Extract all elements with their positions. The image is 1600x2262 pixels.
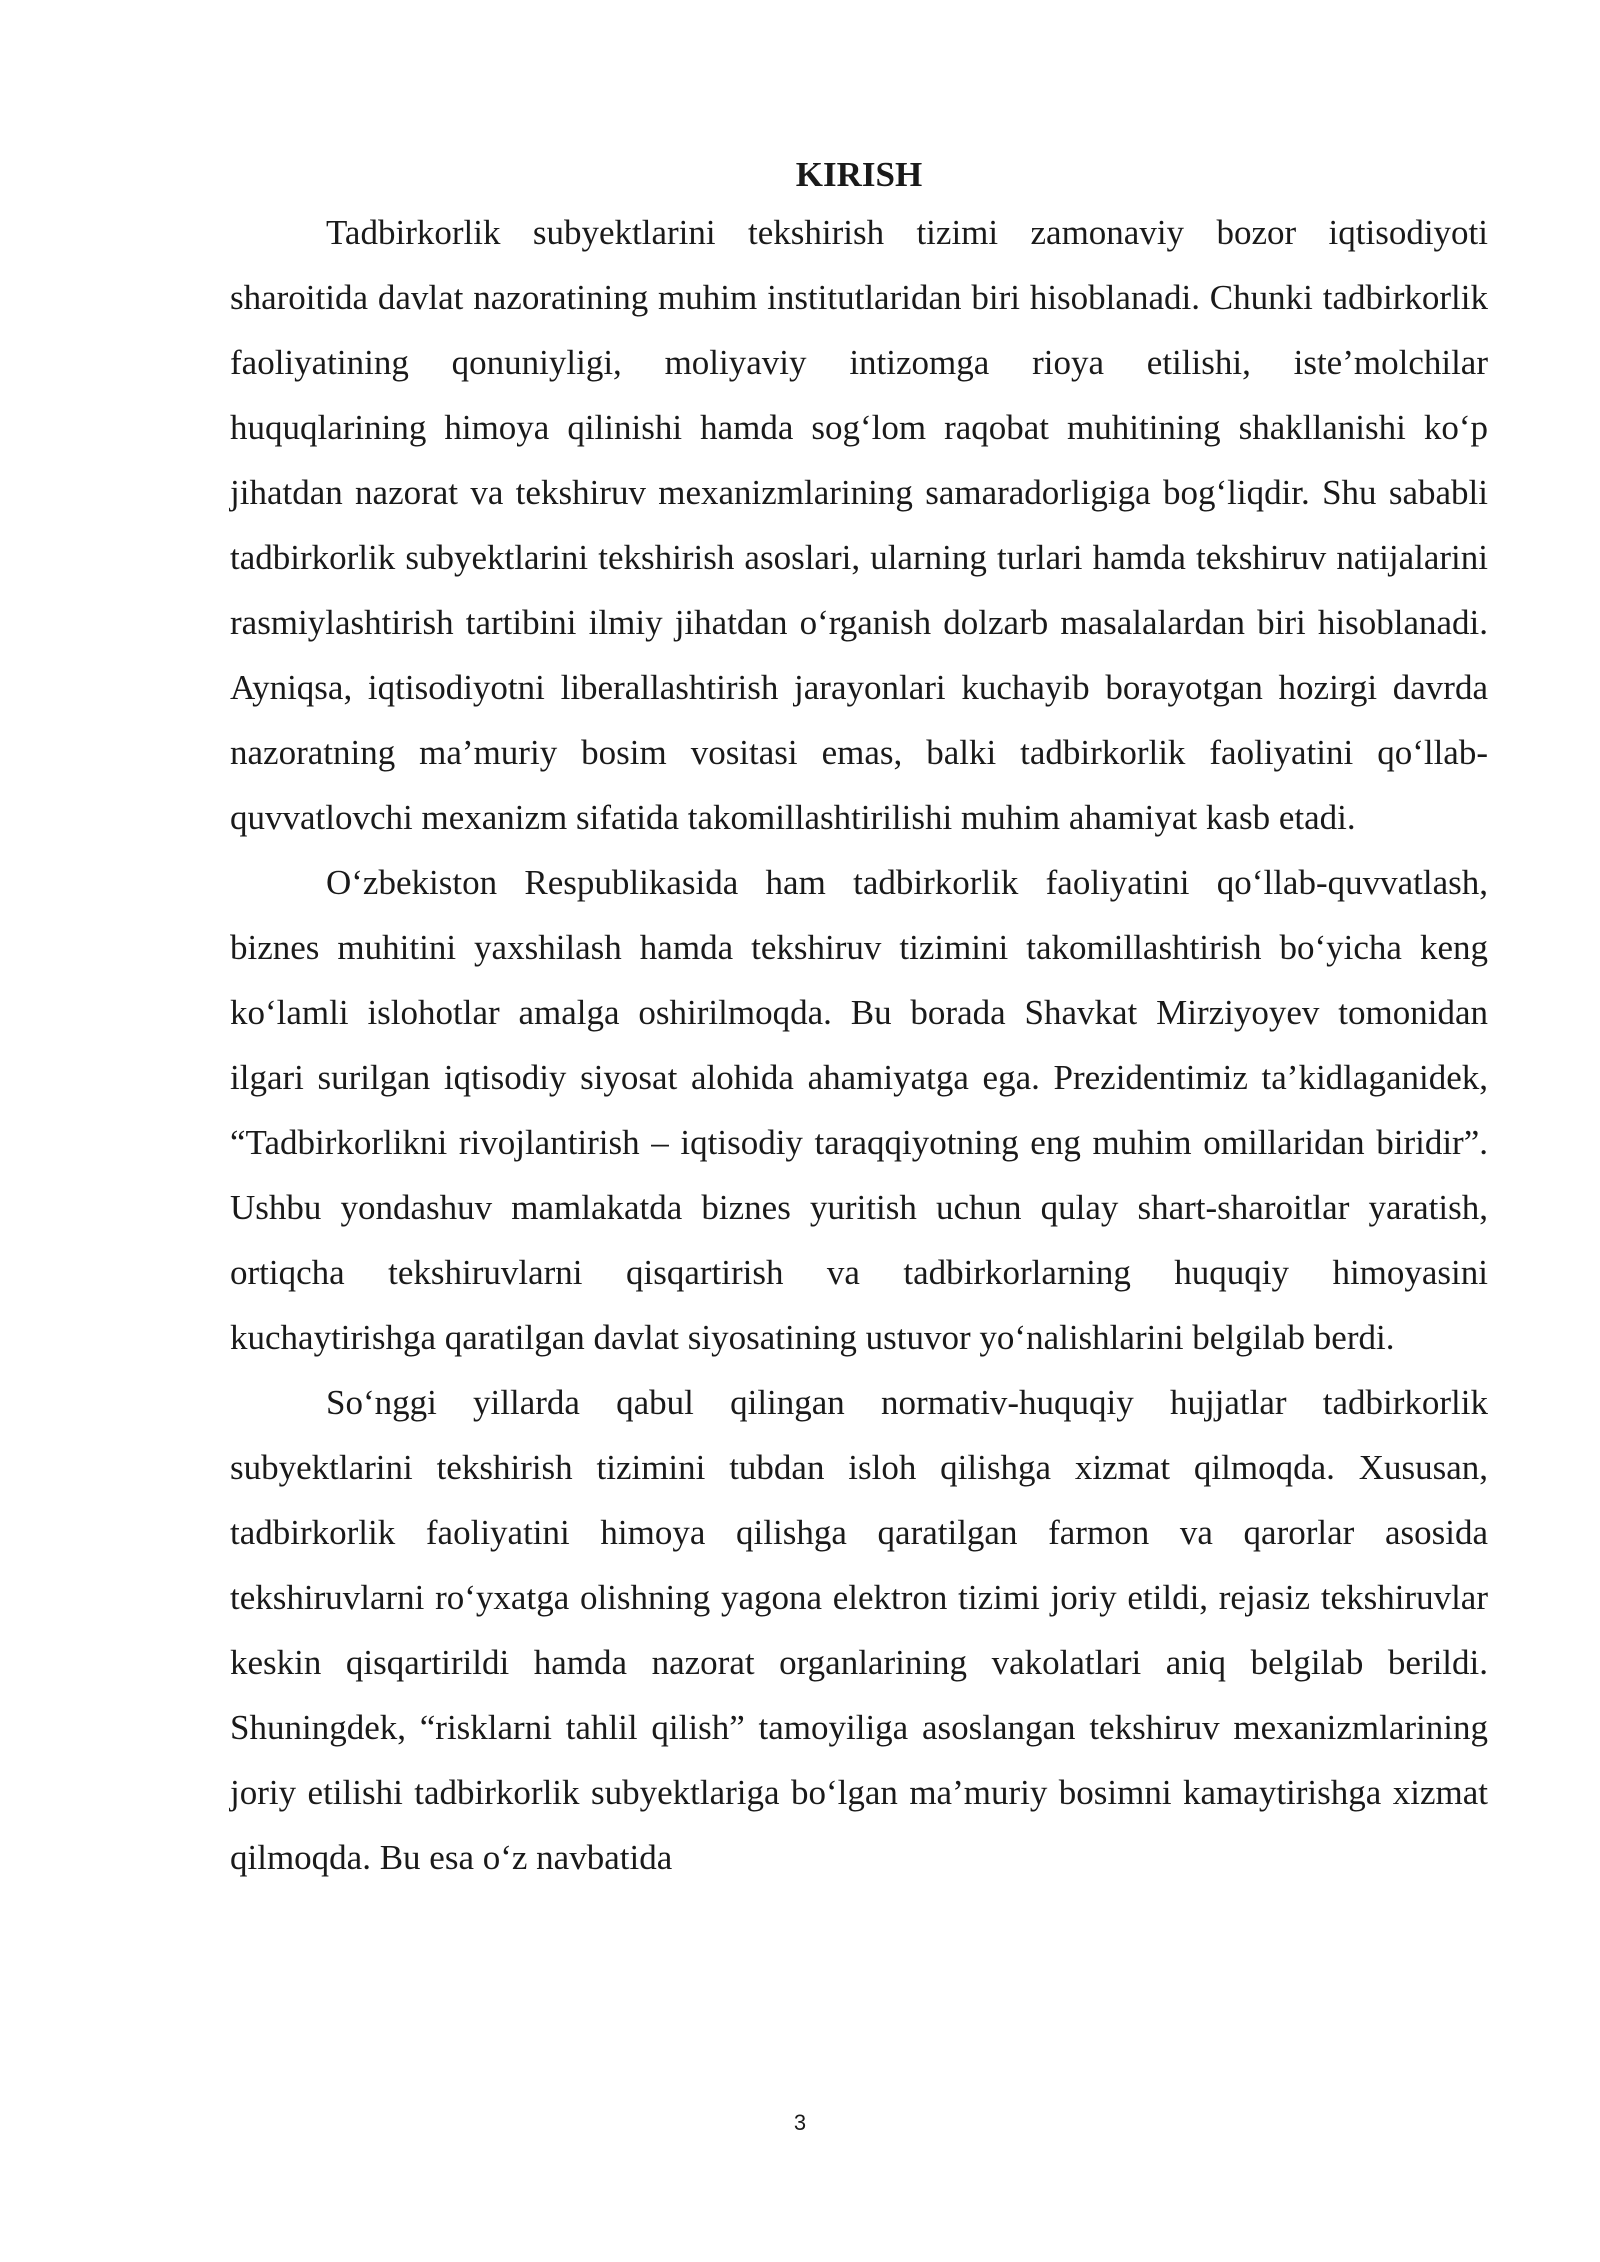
- page-content: [230, 150, 1488, 1890]
- section-heading: KIRISH: [795, 155, 923, 194]
- page-number: 3: [793, 2110, 807, 2135]
- paragraph-1: Tadbirkorlik subyektlarini tekshirish tizimi zamonaviy bozor iqtisodiyoti sharoitida davlat nazoratining muhim institutlaridan biri hisoblanadi. Chunki tadbirkorlik faoliyatining qonuniyligi, moliyaviy intizomga rioya etilishi, iste’molchilar huquqlarining himoya qilinishi hamda sog‘lom raqobat muhitining shakllanishi ko‘p jihatdan nazorat va tekshiruv mexanizmlarining samaradorligiga bog‘liqdir. Shu sababli tadbirkorlik subyektlarini tekshirish asoslari, ularning turlari hamda tekshiruv natijalarini rasmiylashtirish tartibini ilmiy jihatdan o‘rganish dolzarb masalalardan biri hisoblanadi. Ayniqsa, iqtisodiyotni liberallashtirish jarayonlari kuchayib borayotgan hozirgi davrda nazoratning ma’muriy bosim vositasi emas, balki tadbirkorlik faoliyatini qo‘llab-quvvatlovchi mexanizm sifatida takomillashtirilishi muhim ahamiyat kasb etadi.: [230, 213, 1488, 837]
- paragraph-3: So‘nggi yillarda qabul qilingan normativ-huquqiy hujjatlar tadbirkorlik subyektlarini tekshirish tizimini tubdan isloh qilishga xizmat qilmoqda. Xususan, tadbirkorlik faoliyatini himoya qilishga qaratilgan farmon va qarorlar asosida tekshiruvlarni ro‘yxatga olishning yagona elektron tizimi joriy etildi, rejasiz tekshiruvlar keskin qisqartirildi hamda nazorat organlarining vakolatlari aniq belgilab berildi. Shuningdek, “risklarni tahlil qilish” tamoyiliga asoslangan tekshiruv mexanizmlarining joriy etilishi tadbirkorlik subyektlariga bo‘lgan ma’muriy bosimni kamaytirishga xizmat qilmoqda. Bu esa o‘z navbatida: [230, 1383, 1488, 1877]
- paragraph-2: O‘zbekiston Respublikasida ham tadbirkorlik faoliyatini qo‘llab-quvvatlash, biznes muhitini yaxshilash hamda tekshiruv tizimini takomillashtirish bo‘yicha keng ko‘lamli islohotlar amalga oshirilmoqda. Bu borada Shavkat Mirziyoyev tomonidan ilgari surilgan iqtisodiy siyosat alohida ahamiyatga ega. Prezidentimiz ta’kidlaganidek, “Tadbirkorlikni rivojlantirish – iqtisodiy taraqqiyotning eng muhim omillaridan biridir”. Ushbu yondashuv mamlakatda biznes yuritish uchun qulay shart-sharoitlar yaratish, ortiqcha tekshiruvlarni qisqartirish va tadbirkorlarning huquqiy himoyasini kuchaytirishga qaratilgan davlat siyosatining ustuvor yo‘nalishlarini belgilab berdi.: [230, 863, 1488, 1357]
